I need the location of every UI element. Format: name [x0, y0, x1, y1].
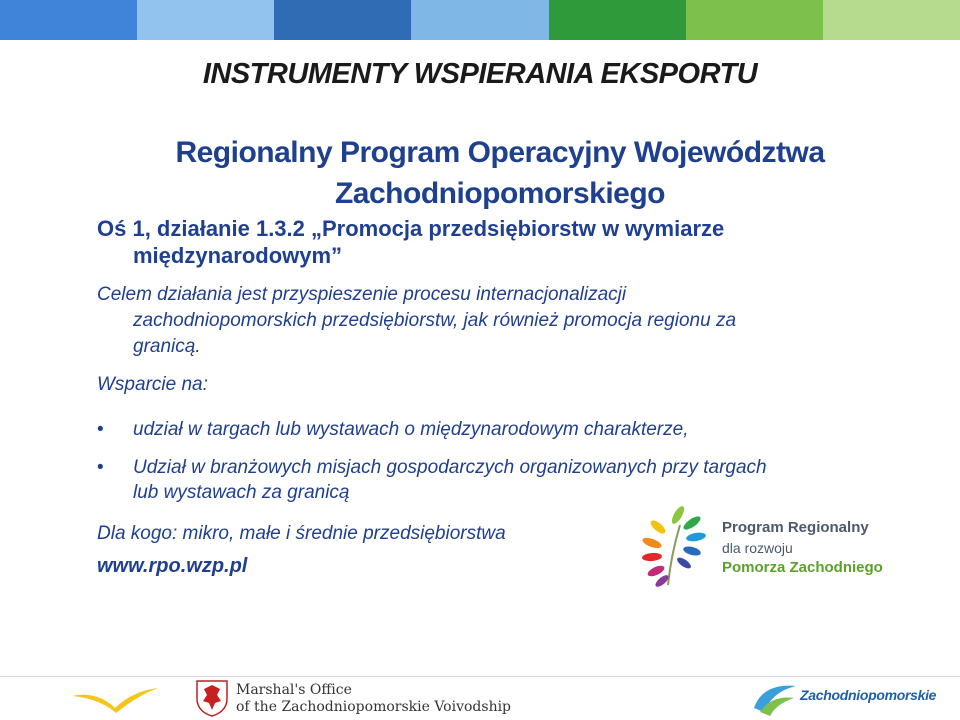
program-logo-text: [722, 518, 883, 578]
color-segment: [137, 0, 274, 40]
goal-line: granicą.: [133, 336, 201, 357]
list-item-text: Udział w branżowych misjach gospodarczych organizowanych przy targach: [133, 457, 767, 478]
color-segment: [0, 0, 137, 40]
goal-paragraph: [97, 282, 837, 360]
crest-icon: [195, 679, 229, 717]
program-logo-line: dla rozwoju: [722, 540, 793, 556]
support-label: Wsparcie na:: [97, 374, 208, 395]
zachodniopomorskie-brand: Zachodniopomorskie: [800, 687, 937, 703]
page-title: INSTRUMENTY WSPIERANIA EKSPORTU: [202, 58, 758, 90]
list-item-text: lub wystawach za granicą: [133, 482, 350, 503]
action-heading-line: Oś 1, działanie 1.3.2 „Promocja przedsiębiorstw w wymiarze: [97, 216, 725, 241]
color-segment: [274, 0, 411, 40]
bullet-icon: •: [97, 419, 104, 440]
color-segment: [823, 0, 960, 40]
bullet-icon: •: [97, 457, 104, 478]
program-logo-line: Program Regionalny: [722, 519, 869, 536]
marshal-office: [236, 682, 511, 716]
subtitle-line: Zachodniopomorskiego: [334, 177, 666, 210]
marshal-office-line: Marshal's Office: [236, 682, 352, 698]
goal-line: Celem działania jest przyspieszenie procesu internacjonalizacji: [97, 284, 627, 305]
list-item-text: udział w targach lub wystawach o międzynarodowym charakterze,: [133, 419, 689, 440]
color-segment: [411, 0, 548, 40]
zachodniopomorskie-logo-icon: [750, 680, 800, 716]
goal-line: zachodniopomorskich przedsiębiorstw, jak również promocja regionu za: [133, 310, 737, 331]
bird-logo-icon: [70, 684, 160, 714]
marshal-office-line: of the Zachodniopomorskie Voivodship: [236, 699, 512, 715]
program-subtitle: [80, 132, 920, 214]
program-logo-line: Pomorza Zachodniego: [722, 559, 883, 576]
subtitle-line: Regionalny Program Operacyjny Województwa: [175, 136, 825, 169]
action-heading: [97, 215, 797, 269]
support-list: [97, 417, 897, 518]
list-item: [97, 455, 897, 505]
list-item: [97, 417, 897, 442]
website-link[interactable]: www.rpo.wzp.pl: [97, 555, 248, 577]
action-heading-line: międzynarodowym”: [133, 243, 343, 268]
leaves-icon: [641, 505, 706, 589]
top-color-bar: [0, 0, 960, 40]
color-segment: [686, 0, 823, 40]
target-group: Dla kogo: mikro, małe i średnie przedsiębiorstwa: [97, 523, 506, 544]
footer-divider: [0, 676, 960, 677]
color-segment: [549, 0, 686, 40]
